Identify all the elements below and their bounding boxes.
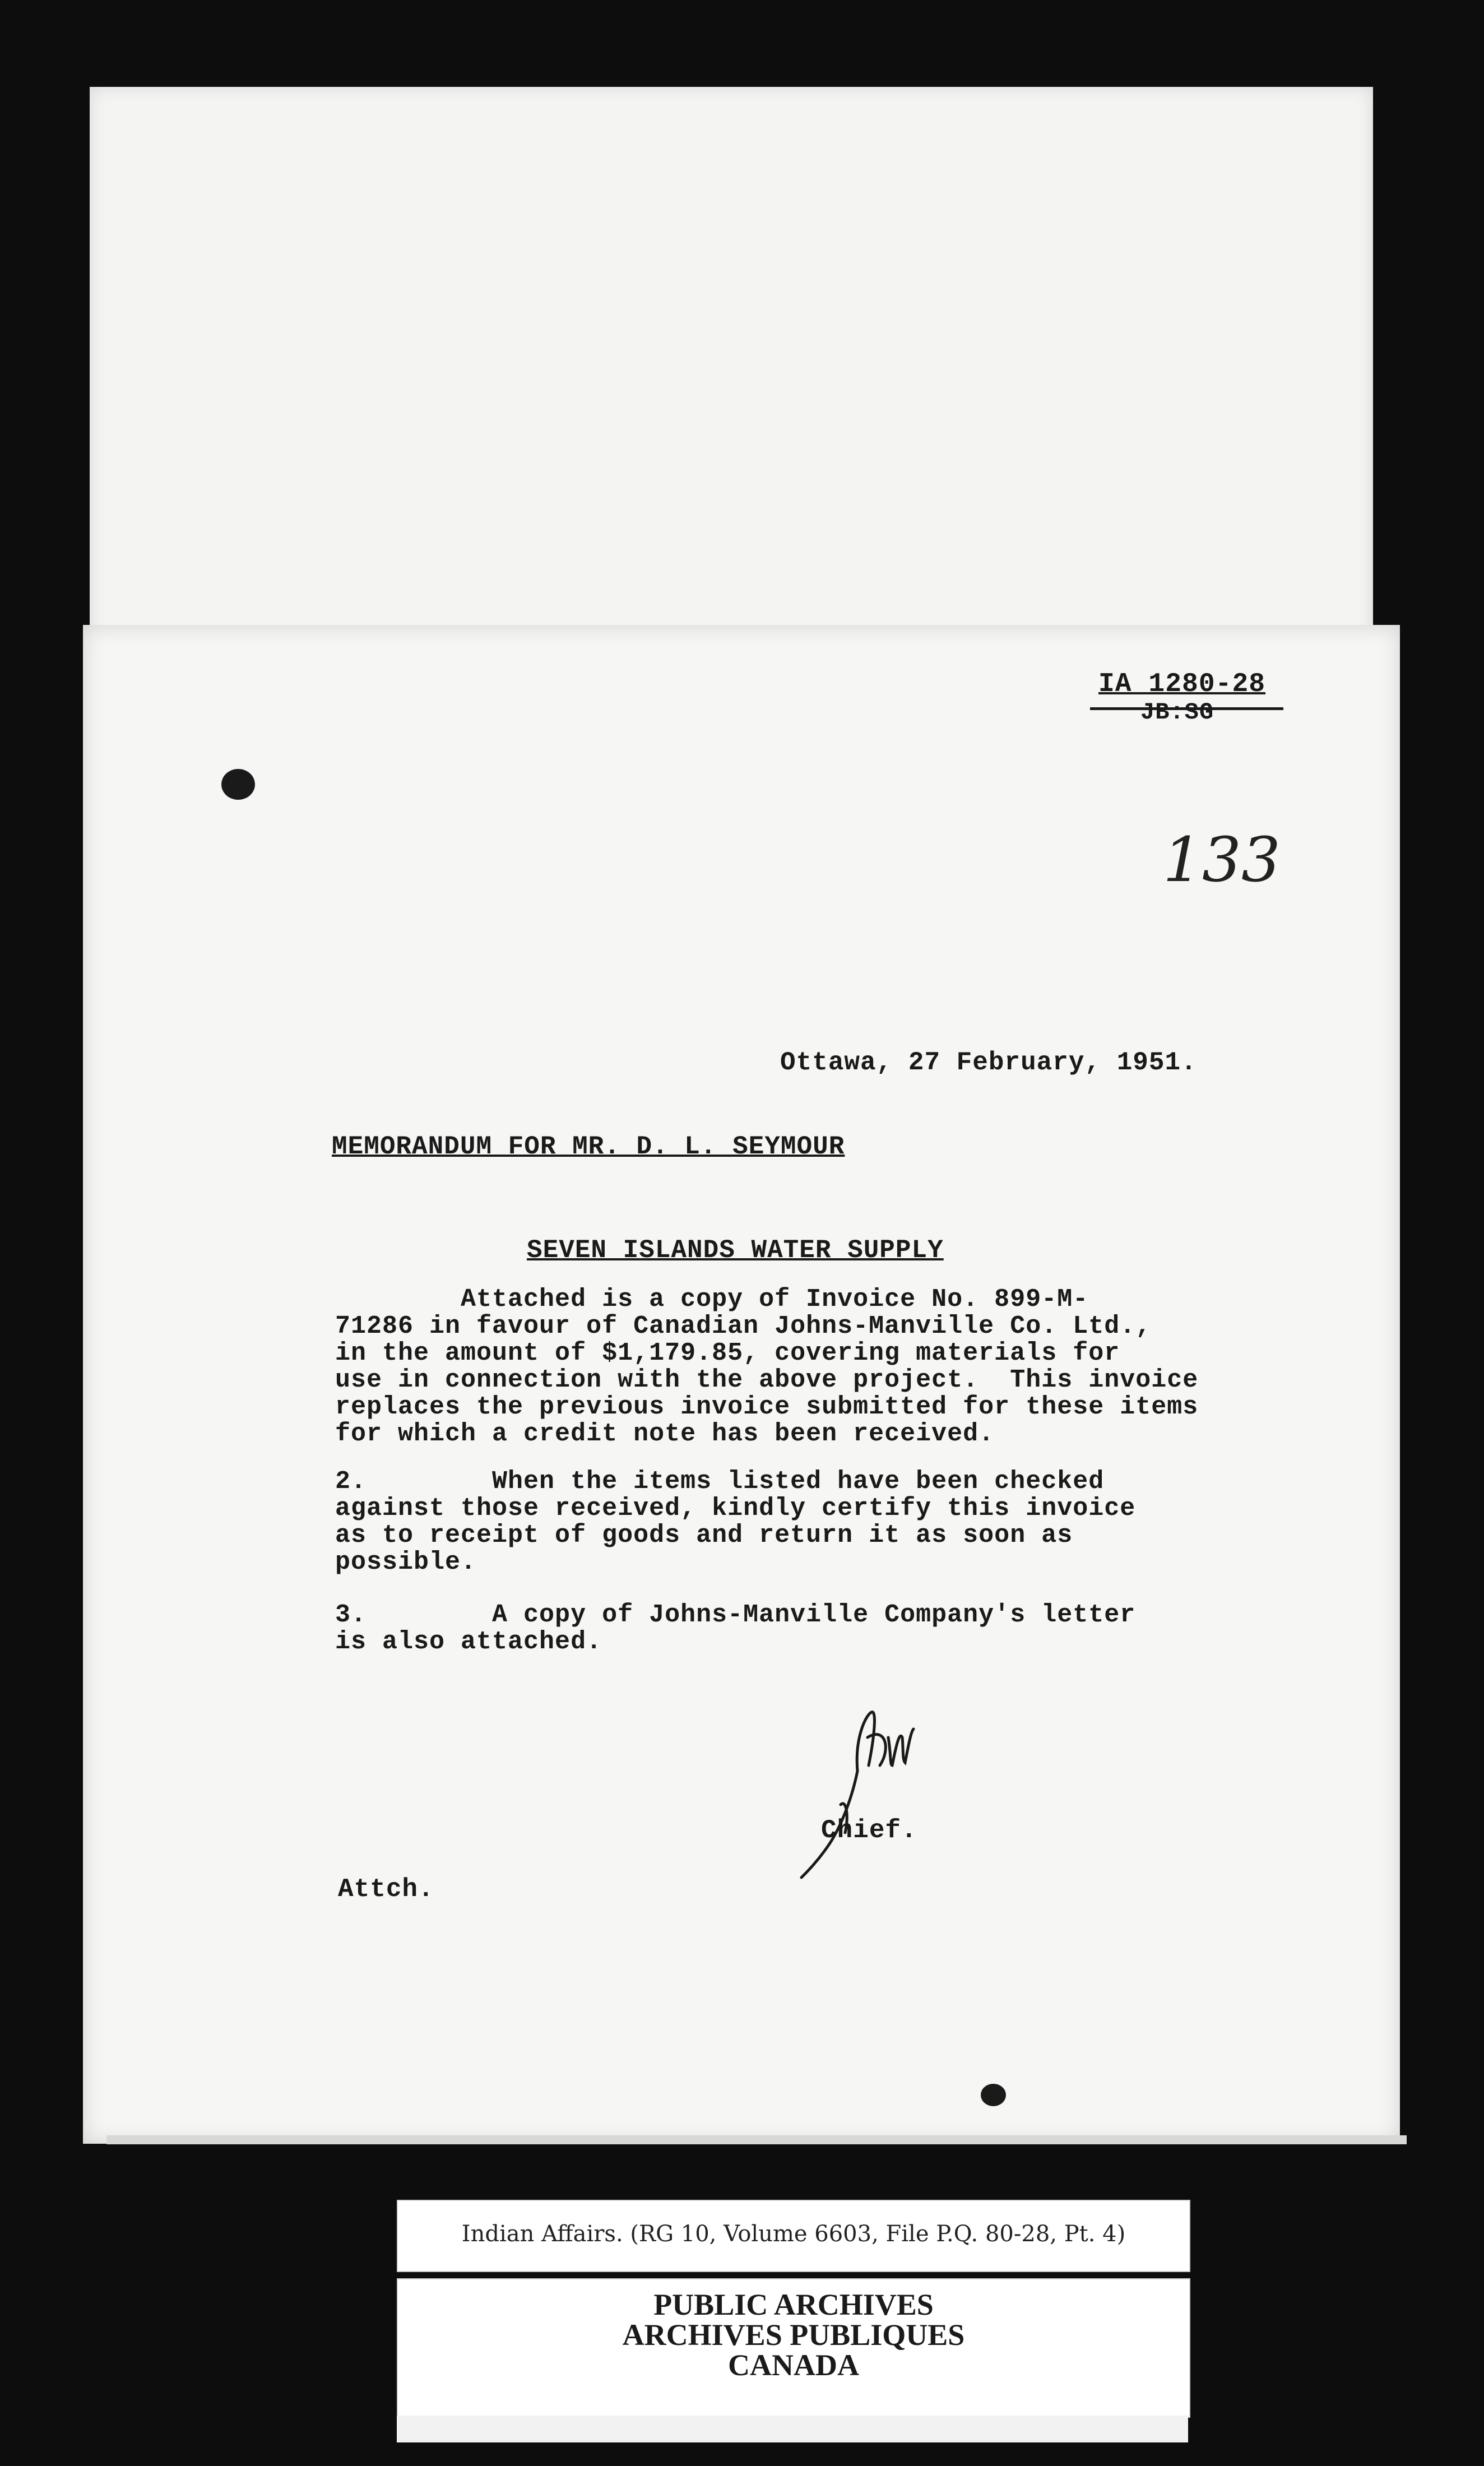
ink-blot <box>221 769 255 800</box>
date-line: Ottawa, 27 February, 1951. <box>780 1048 1197 1077</box>
handwritten-page-number: 133 <box>1163 824 1281 896</box>
paragraph-3: 3. A copy of Johns-Manville Company's letter is also attached. <box>335 1601 1136 1656</box>
memo-heading: MEMORANDUM FOR MR. D. L. SEYMOUR <box>332 1132 845 1161</box>
back-sheet <box>90 87 1373 647</box>
archive-name-fr: ARCHIVES PUBLIQUES <box>622 2318 965 2352</box>
memo-subject: SEVEN ISLANDS WATER SUPPLY <box>527 1236 944 1265</box>
archive-stamp-label <box>397 2278 1190 2418</box>
archive-country: CANADA <box>728 2348 859 2382</box>
ink-blot <box>981 2084 1006 2106</box>
handwritten-signature <box>745 1704 947 1889</box>
typist-initials: JB:SG <box>1140 699 1214 726</box>
file-reference: IA 1280-28 <box>1098 669 1266 699</box>
paragraph-1: Attached is a copy of Invoice No. 899-M- 71286 in favour of Canadian Johns-Manville Co. Ltd., in the amount of $1,179.85, covering materials for use in connection with the above project. This invoice replaces the previous invoice submitted for these items for which a credit note has been received. <box>335 1285 1199 1448</box>
label-strip <box>397 2416 1188 2442</box>
sign-off-title: Chief. <box>821 1816 917 1845</box>
archive-reference-label <box>397 2200 1190 2272</box>
enclosure-note: Attch. <box>338 1875 434 1904</box>
sheet-edge <box>106 2135 1407 2144</box>
paragraph-2: 2. When the items listed have been checked against those received, kindly certify this invoice as to receipt of goods and return it as soon as possible. <box>335 1467 1136 1577</box>
archive-reference: Indian Affairs. (RG 10, Volume 6603, File P.Q. 80-28, Pt. 4) <box>461 2221 1126 2247</box>
archive-name-en: PUBLIC ARCHIVES <box>653 2288 934 2321</box>
